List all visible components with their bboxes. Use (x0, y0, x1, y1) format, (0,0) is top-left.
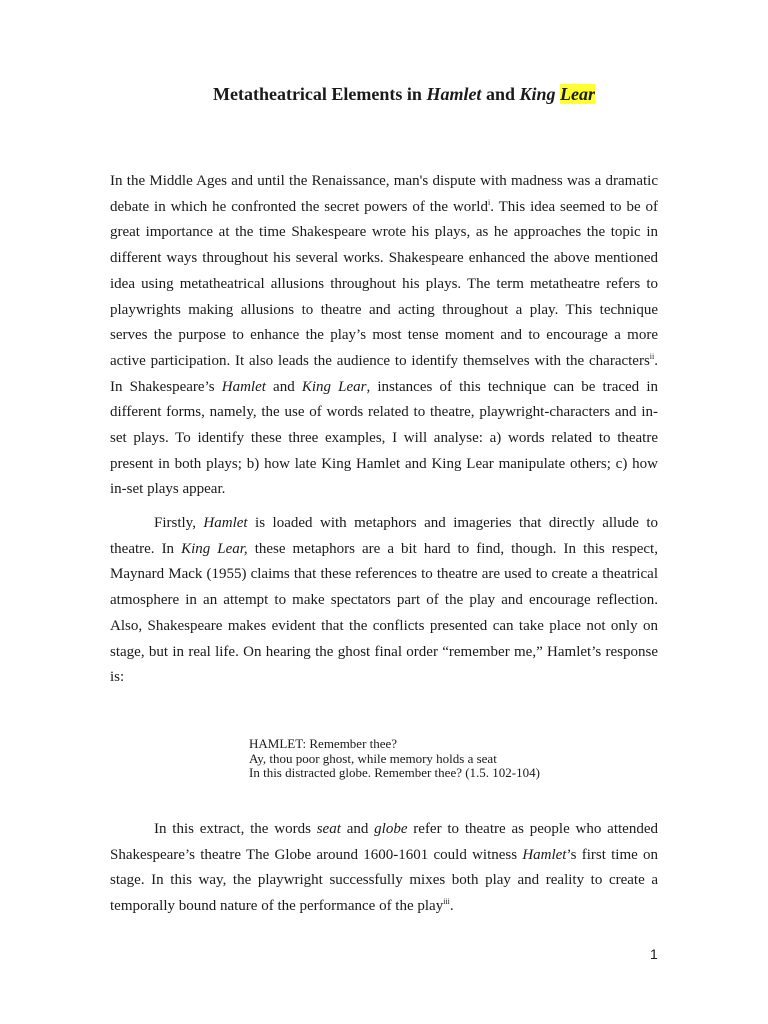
para2-emph-king-lear: King Lear, (181, 540, 248, 557)
para1-emph-hamlet: Hamlet (221, 378, 266, 395)
para2-text-3: these metaphors are a bit hard to find, though. In this respect, Maynard Mack (1955) claims that these references to theatre are used to create a theatrical atmosphere in an attempt to make spectators part of the play and encourage reflection. Also, Shakespeare makes evident that the conflicts presented can take place not only on stage, but in real life. On hearing the ghost final order “remember me,” Hamlet’s response is: (110, 540, 658, 686)
document-title (0, 84, 768, 105)
paragraph-firstly (110, 511, 658, 691)
block-quote (249, 737, 540, 781)
para1-text-4: and (265, 378, 302, 395)
title-play-king: King (519, 84, 556, 104)
title-prefix: Metatheatrical Elements in (212, 84, 427, 104)
para2-text-2: is loaded with metaphors and imageries that directly allude to theatre. In (110, 515, 658, 557)
page-number: 1 (650, 946, 658, 962)
paragraph-extract (110, 817, 658, 920)
para3-emph-hamlet: Hamlet (522, 846, 567, 863)
para3-text-5: . (449, 898, 454, 915)
para1-text-1: In the Middle Ages and until the Renaissance, man's dispute with madness was a dramatic debate in which he confronted the secret powers of the world (110, 173, 658, 215)
para1-text-5: , instances of this technique can be traced in different forms, namely, the use of words related to theatre, playwright-characters and in-set plays. To identify these three examples, I will analyse: a) words related to theatre present in both plays; b) how late King Hamlet and King Lear manipulate others; c) how in-set plays appear. (110, 378, 658, 498)
para2-emph-hamlet: Hamlet (203, 515, 248, 531)
quote-line-1: HAMLET: Remember thee? (249, 736, 398, 751)
paragraph-intro (110, 169, 658, 503)
para3-emph-seat: seat (316, 821, 341, 837)
endnote-ref-i: i (487, 197, 491, 207)
title-play-hamlet: Hamlet (426, 84, 482, 104)
quote-line-3: In this distracted globe. Remember thee? (1.5. 102-104) (249, 765, 540, 780)
para3-text-1: In this extract, the words (154, 821, 317, 837)
para3-text-4: ’s first time on stage. In this way, the playwright successfully mixes both play and reality to create a temporally bound nature of the performance of the play (110, 846, 659, 915)
para1-text-3: . In Shakespeare’s (110, 352, 658, 395)
endnote-ref-ii: ii (649, 351, 655, 361)
para1-text-2: . This idea seemed to be of great importance at the time Shakespeare wrote his plays, as he approaches the topic in different ways throughout his several works. Shakespeare enhanced the above mentioned idea using metatheatrical allusions throughout his plays. The term metatheatre refers to playwrights making allusions to theatre and acting throughout a play. This technique serves the purpose to enhance the play’s most tense moment and to encourage a more active participation. It also leads the audience to identify themselves with the characters (110, 198, 658, 369)
endnote-ref-iii: iii (443, 897, 450, 907)
para1-emph-king-lear: King Lear (301, 378, 367, 395)
quote-line-2: Ay, thou poor ghost, while memory holds a seat (249, 750, 497, 766)
para3-emph-globe: globe (374, 821, 408, 837)
title-play-lear-highlighted: Lear (560, 84, 595, 104)
para2-text-1: Firstly, (154, 515, 204, 531)
para3-text-3: refer to theatre as people who attended Shakespeare’s theatre The Globe around 1600-1601 could witness (110, 821, 658, 863)
title-and: and (485, 84, 515, 104)
para3-text-2: and (340, 821, 375, 837)
